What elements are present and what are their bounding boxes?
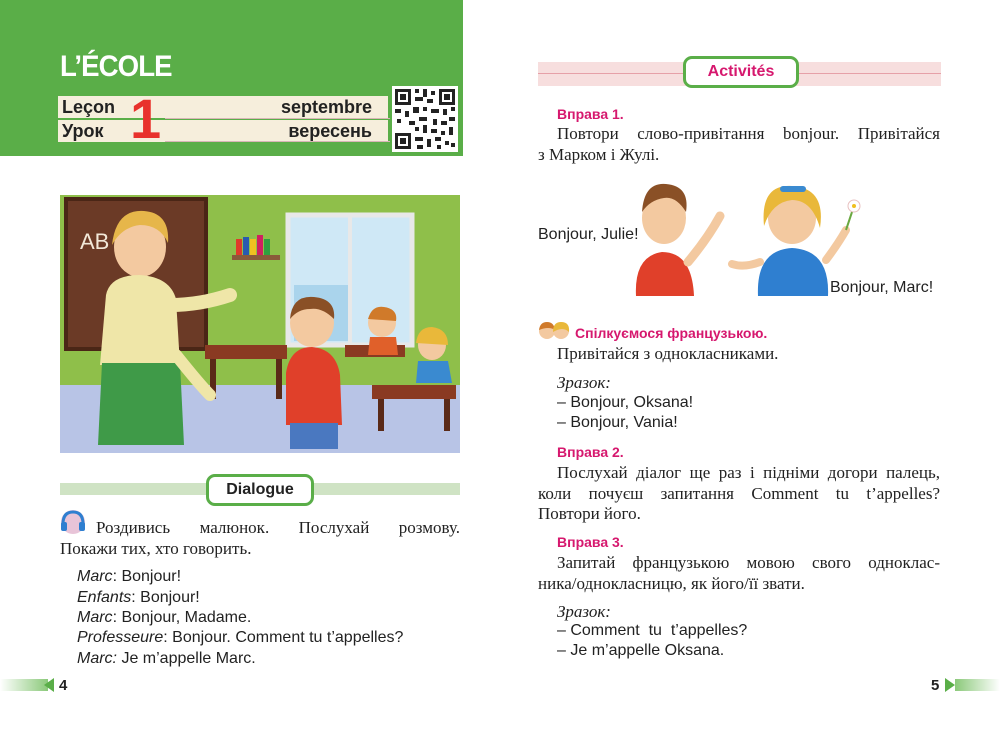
footer-band-left [0, 679, 48, 691]
board-text: AB [80, 229, 110, 254]
dialogue-line [77, 629, 403, 647]
dialogue-label: Dialogue [206, 474, 314, 506]
dialogue-sep: : [163, 629, 173, 646]
dialogue-speaker: Marc [77, 609, 113, 626]
arrow-right-icon [945, 678, 955, 697]
dialogue-sep: : [131, 589, 141, 606]
dialogue-speaker: Professeure [77, 629, 164, 646]
headphones-icon[interactable] [58, 507, 88, 535]
footer-band-right [955, 679, 1000, 691]
dialogue-text: Bonjour! [121, 568, 182, 585]
exercise-3-title: Вправа 3. [557, 534, 624, 550]
kids-faces-icon [537, 320, 571, 342]
dialogue-speaker: Marc: [77, 650, 117, 667]
urok-label: Урок [62, 121, 104, 141]
dialogue-sep: : [112, 568, 122, 585]
exercise-3-line-1: Запитай французькою мовою свого одноклас- [557, 553, 940, 572]
dialogue-text: Je m’appelle Marc. [121, 650, 256, 667]
sample-1-line: – Bonjour, Vania! [557, 414, 678, 431]
dialogue-speaker: Marc [77, 568, 113, 585]
sample-2-line: – Comment tu t’appelles? [557, 622, 748, 639]
activities-label: Activités [683, 56, 799, 88]
arrow-left-icon [44, 678, 54, 697]
exercise-2-line-2: коли почуєш запитання Comment tu t’appelles? [538, 484, 940, 503]
instruction-line-2: Покажи тих, хто говорить. [60, 539, 252, 558]
sample-label-2: Зразок: [557, 602, 611, 621]
greeting-left: Bonjour, Julie! [538, 226, 639, 243]
exercise-1-line-2: з Марком і Жулі. [538, 145, 660, 164]
sample-1-line: – Bonjour, Oksana! [557, 394, 694, 411]
page-number-right: 5 [931, 677, 940, 694]
dialogue-text: Bonjour, Madame. [121, 609, 252, 626]
dialogue-text: Bonjour. Comment tu t’appelles? [172, 629, 404, 646]
sample-label-1: Зразок: [557, 373, 611, 392]
dialogue-text: Bonjour! [140, 589, 200, 606]
dialogue-line [77, 589, 200, 607]
instruction-line-1: Роздивись малюнок. Послухай розмову. [96, 518, 460, 537]
month-ua: вересень [288, 121, 372, 141]
page-title: L’ÉCOLE [60, 50, 172, 83]
dialogue-line [77, 609, 251, 627]
month-fr: septembre [280, 97, 372, 117]
page-number-left: 4 [59, 677, 68, 694]
dialogue-sep: : [112, 609, 122, 626]
dialogue-line [77, 650, 256, 668]
classroom-illustration [60, 195, 460, 453]
exercise-2-line-3: Повтори його. [538, 504, 641, 523]
exercise-3-line-2: ника/однокласницю, як його/її звати. [538, 574, 805, 593]
exercise-1-line-1: Повтори слово-привітання bonjour. Привітайся [557, 124, 940, 143]
qr-code-icon[interactable] [392, 86, 458, 152]
greeting-right: Bonjour, Marc! [830, 279, 934, 296]
lesson-number: 1 [130, 87, 162, 150]
lecon-label: Leçon [62, 97, 116, 117]
exercise-2-line-1: Послухай діалог ще раз і підніми догори палець, [557, 463, 940, 482]
sample-2-line: – Je m’appelle Oksana. [557, 642, 725, 659]
exercise-1-title: Вправа 1. [557, 106, 624, 122]
speak-french-title: Спілкуємося французькою. [575, 325, 768, 341]
speak-french-line: Привітайся з однокласниками. [557, 344, 779, 363]
dialogue-line [77, 568, 181, 586]
dialogue-speaker: Enfants [77, 589, 132, 606]
exercise-2-title: Вправа 2. [557, 444, 624, 460]
lesson-bar-line [165, 118, 390, 119]
